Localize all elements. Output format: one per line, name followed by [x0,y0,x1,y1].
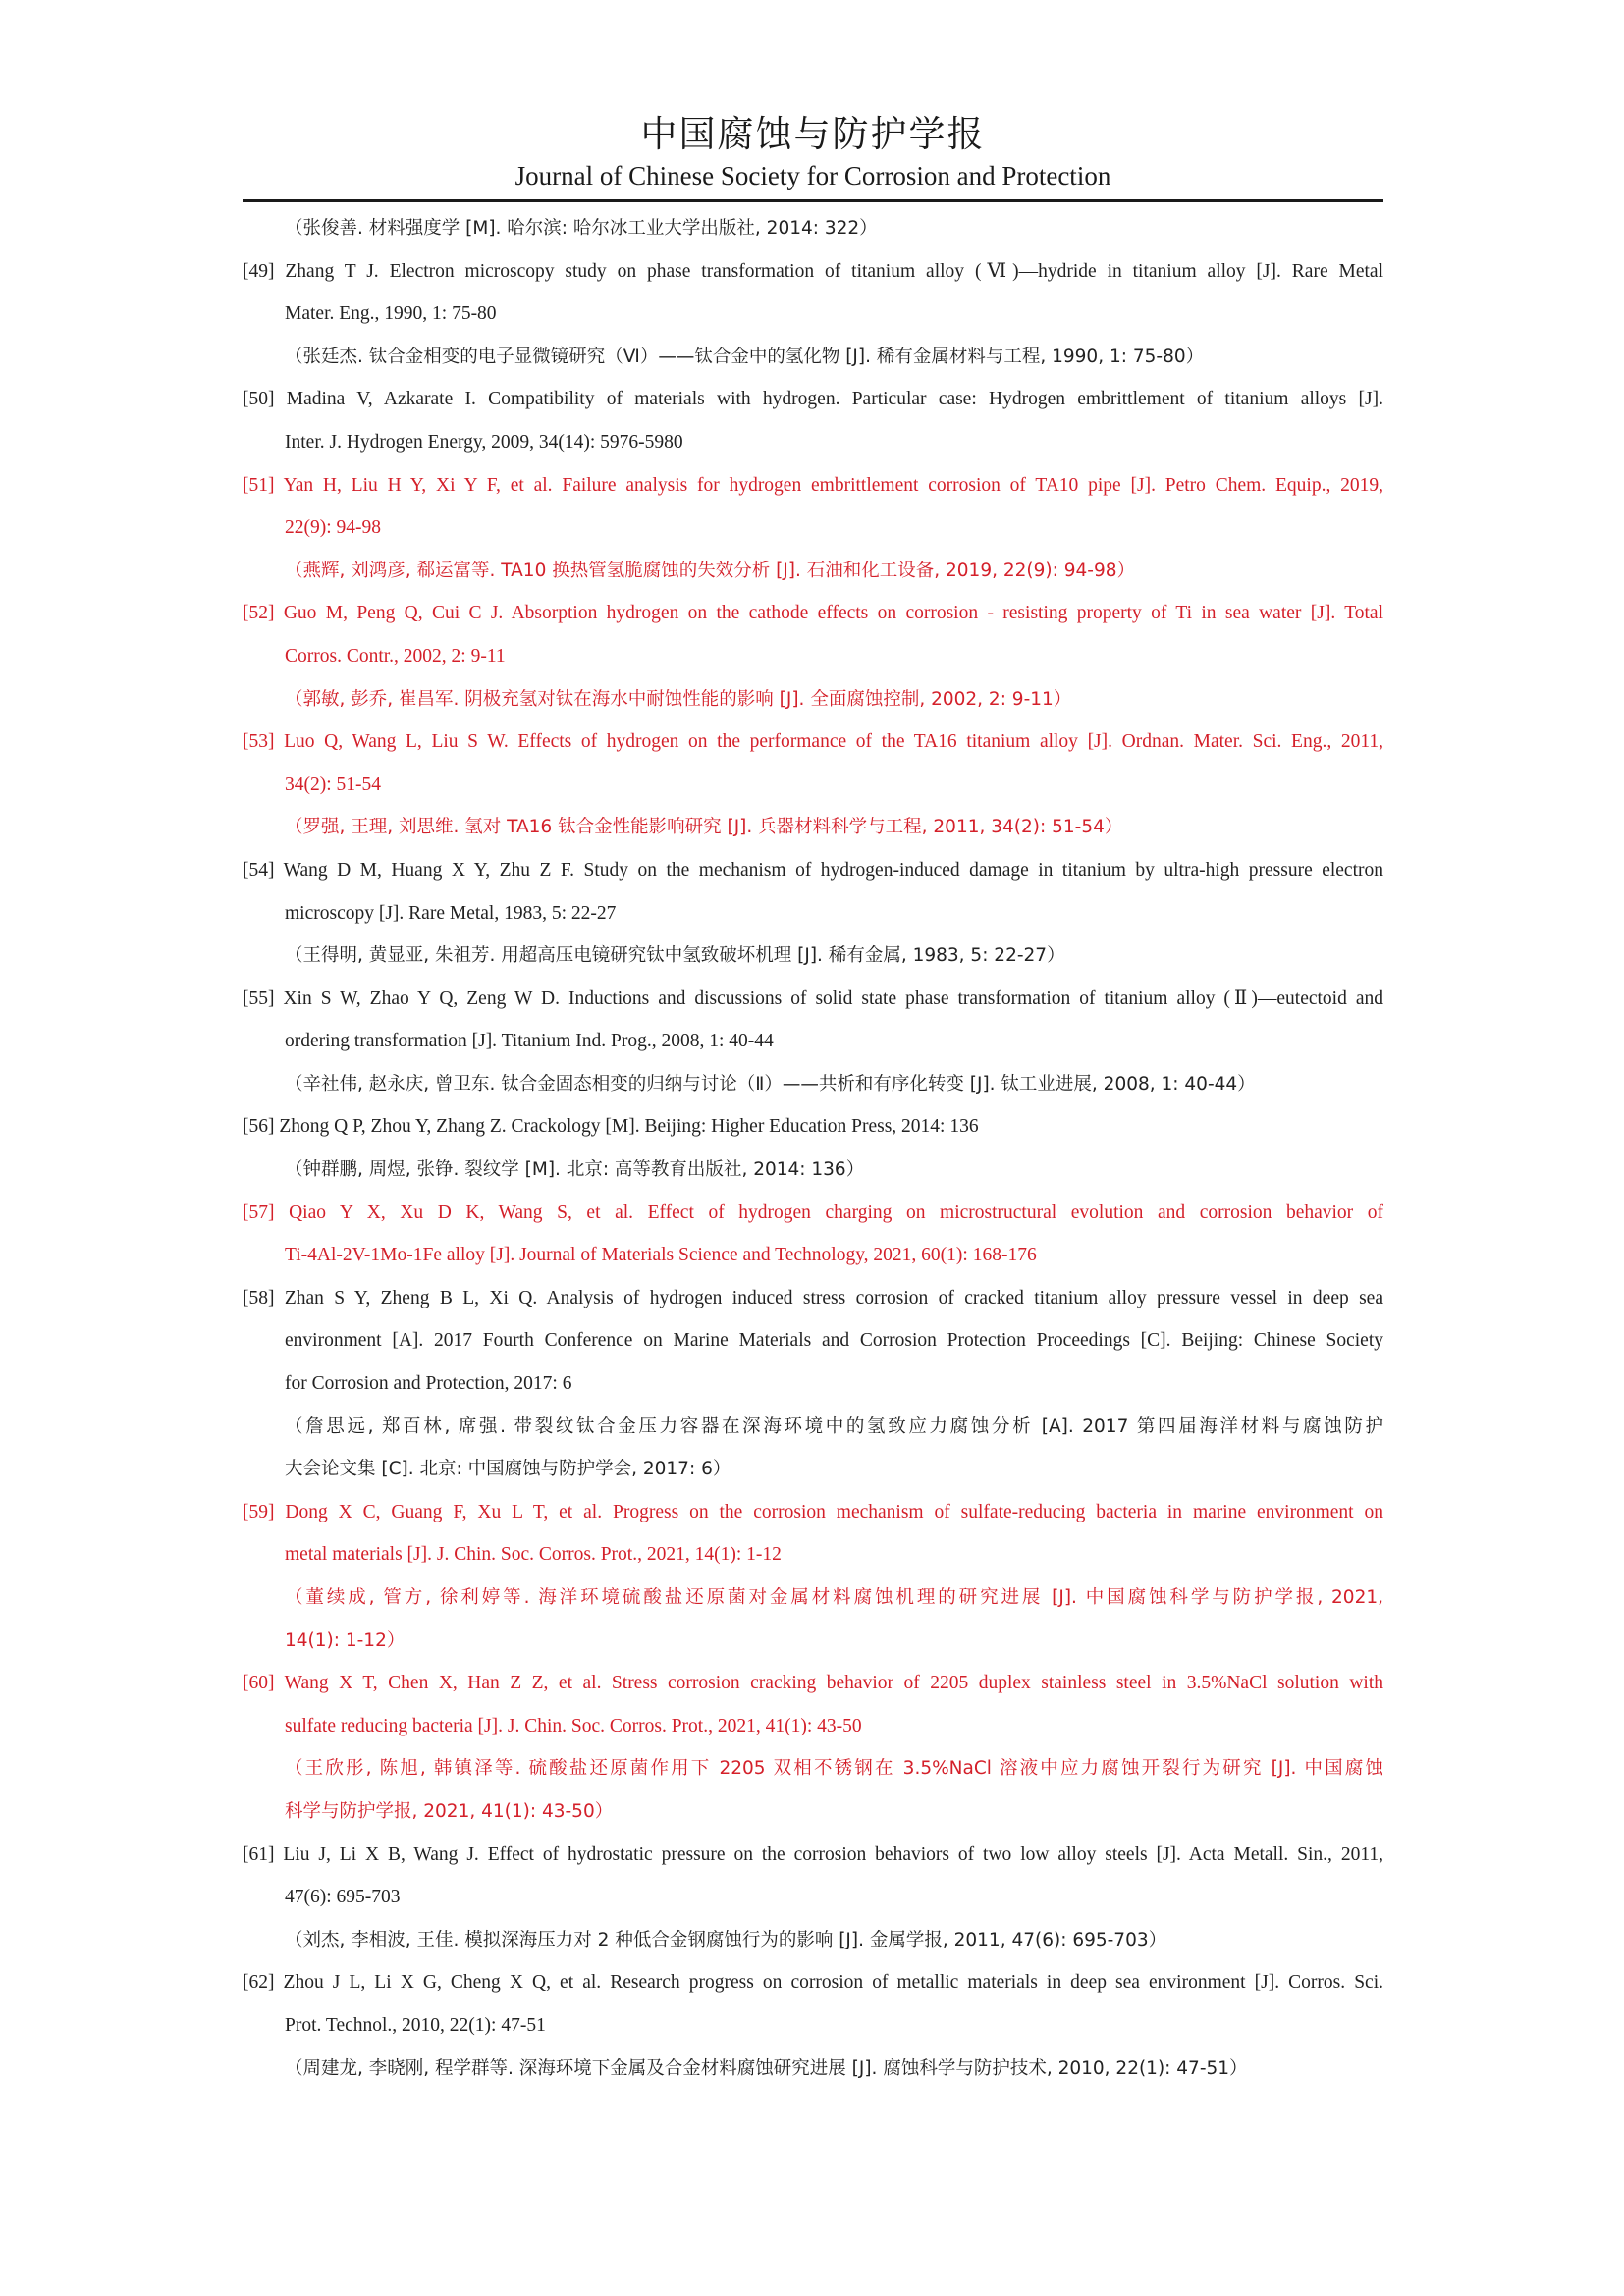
reference-continuation-line: 47(6): 695-703 [285,1887,401,1908]
reference-continuation-line: microscopy [J]. Rare Metal, 1983, 5: 22-27 [285,902,617,924]
reference-chinese-line: （周建龙, 李晓刚, 程学群等. 深海环境下金属及合金材料腐蚀研究进展 [J]. 腐蚀科学与防护技术, 2010, 22(1): 47-51） [285,2057,1248,2079]
reference-entry-start: [58] Zhan S Y, Zheng B L, Xi Q. Analysis of hydrogen induced stress corrosion of cracked titanium alloy pressure vessel in deep sea [243,1287,1383,1308]
reference-continuation-line: for Corrosion and Protection, 2017: 6 [285,1373,572,1395]
reference-entry-start: [53] Luo Q, Wang L, Liu S W. Effects of hydrogen on the performance of the TA16 titanium alloy [J]. Ordnan. Mater. Sci. Eng., 2011, [243,731,1383,753]
journal-header [243,110,1383,192]
reference-chinese-line: （燕辉, 刘鸿彦, 郗运富等. TA10 换热管氢脆腐蚀的失效分析 [J]. 石油和化工设备, 2019, 22(9): 94-98） [285,560,1135,581]
reference-chinese-line: 科学与防护学报, 2021, 41(1): 43-50） [285,1800,614,1822]
reference-chinese-line: （罗强, 王理, 刘思维. 氢对 TA16 钛合金性能影响研究 [J]. 兵器材料科学与工程, 2011, 34(2): 51-54） [285,817,1123,838]
reference-entry-start: [55] Xin S W, Zhao Y Q, Zeng W D. Inductions and discussions of solid state phase transformation of titanium alloy (Ⅱ)—eutectoid and [243,988,1383,1009]
reference-entry-start: [56] Zhong Q P, Zhou Y, Zhang Z. Crackology [M]. Beijing: Higher Education Press, 2014: 136 [243,1116,979,1138]
reference-list [243,207,1383,2090]
reference-continuation-line: 22(9): 94-98 [285,517,382,539]
reference-continuation-line: 34(2): 51-54 [285,774,382,795]
journal-title-chinese: 中国腐蚀与防护学报 [640,113,986,155]
reference-chinese-line: （王欣彤, 陈旭, 韩镇泽等. 硫酸盐还原菌作用下 2205 双相不锈钢在 3.5%NaCl 溶液中应力腐蚀开裂行为研究 [J]. 中国腐蚀 [285,1758,1383,1780]
header-divider [243,199,1383,202]
reference-entry-start: [57] Qiao Y X, Xu D K, Wang S, et al. Effect of hydrogen charging on microstructural evolution and corrosion behavior of [243,1201,1383,1223]
reference-entry-start: [61] Liu J, Li X B, Wang J. Effect of hydrostatic pressure on the corrosion behaviors of two low alloy steels [J]. Acta Metall. Sin., 2011, [243,1843,1383,1865]
reference-continuation-line: Corros. Contr., 2002, 2: 9-11 [285,645,506,667]
journal-title-english: Journal of Chinese Society for Corrosion and Protection [514,161,1111,190]
reference-chinese-line: （刘杰, 李相波, 王佳. 模拟深海压力对 2 种低合金钢腐蚀行为的影响 [J]. 金属学报, 2011, 47(6): 695-703） [285,1929,1167,1950]
reference-continuation-line: metal materials [J]. J. Chin. Soc. Corros. Prot., 2021, 14(1): 1-12 [285,1544,782,1566]
reference-continuation-line: environment [A]. 2017 Fourth Conference on Marine Materials and Corrosion Protection Proceedings [C]. Beijing: Chinese Society [285,1330,1383,1352]
reference-chinese-line: （辛社伟, 赵永庆, 曾卫东. 钛合金固态相变的归纳与讨论（Ⅱ）——共析和有序化转变 [J]. 钛工业进展, 2008, 1: 40-44） [285,1073,1256,1095]
reference-continuation-line: Ti-4Al-2V-1Mo-1Fe alloy [J]. Journal of Materials Science and Technology, 2021, 60(1): 168-176 [285,1245,1037,1266]
reference-entry-start: [52] Guo M, Peng Q, Cui C J. Absorption hydrogen on the cathode effects on corrosion - resisting property of Ti in sea water [J]. Total [243,603,1383,624]
reference-continuation-line: ordering transformation [J]. Titanium Ind. Prog., 2008, 1: 40-44 [285,1031,774,1052]
reference-continuation-line: Prot. Technol., 2010, 22(1): 47-51 [285,2014,546,2036]
reference-continuation-line: Mater. Eng., 1990, 1: 75-80 [285,303,497,325]
reference-chinese-line: （郭敏, 彭乔, 崔昌军. 阴极充氢对钛在海水中耐蚀性能的影响 [J]. 全面腐蚀控制, 2002, 2: 9-11） [285,688,1072,710]
reference-chinese-line: （张俊善. 材料强度学 [M]. 哈尔滨: 哈尔冰工业大学出版社, 2014: 322） [285,218,878,239]
reference-continuation-line: Inter. J. Hydrogen Energy, 2009, 34(14): 5976-5980 [285,431,683,453]
reference-continuation-line: sulfate reducing bacteria [J]. J. Chin. Soc. Corros. Prot., 2021, 41(1): 43-50 [285,1715,862,1736]
reference-chinese-line: （张廷杰. 钛合金相变的电子显微镜研究（Ⅵ）——钛合金中的氢化物 [J]. 稀有金属材料与工程, 1990, 1: 75-80） [285,346,1205,367]
reference-entry-start: [60] Wang X T, Chen X, Han Z Z, et al. Stress corrosion cracking behavior of 2205 duplex stainless steel in 3.5%NaCl solution with [243,1673,1383,1694]
reference-entry-start: [51] Yan H, Liu H Y, Xi Y F, et al. Failure analysis for hydrogen embrittlement corrosion of TA10 pipe [J]. Petro Chem. Equip., 2019, [243,474,1383,496]
reference-chinese-line: 大会论文集 [C]. 北京: 中国腐蚀与防护学会, 2017: 6） [285,1459,731,1480]
reference-chinese-line: （詹思远, 郑百林, 席强. 带裂纹钛合金压力容器在深海环境中的氢致应力腐蚀分析 [A]. 2017 第四届海洋材料与腐蚀防护 [285,1415,1383,1437]
reference-entry-start: [59] Dong X C, Guang F, Xu L T, et al. Progress on the corrosion mechanism of sulfate-reducing bacteria in marine environment on [243,1501,1383,1522]
reference-chinese-line: （董续成, 管方, 徐利婷等. 海洋环境硫酸盐还原菌对金属材料腐蚀机理的研究进展 [J]. 中国腐蚀科学与防护学报, 2021, [285,1587,1383,1608]
reference-entry-start: [62] Zhou J L, Li X G, Cheng X Q, et al. Research progress on corrosion of metallic materials in deep sea environment [J]. Corros. Sci. [243,1972,1383,1994]
reference-chinese-line: （王得明, 黄显亚, 朱祖芳. 用超高压电镜研究钛中氢致破坏机理 [J]. 稀有金属, 1983, 5: 22-27） [285,945,1065,967]
reference-entry-start: [54] Wang D M, Huang X Y, Zhu Z F. Study on the mechanism of hydrogen-induced damage in titanium by ultra-high pressure electron [243,859,1383,881]
reference-entry-start: [49] Zhang T J. Electron microscopy study on phase transformation of titanium alloy (Ⅵ)—hydride in titanium alloy [J]. Rare Metal [243,260,1383,282]
reference-entry-start: [50] Madina V, Azkarate I. Compatibility of materials with hydrogen. Particular case: Hydrogen embrittlement of titanium alloys [J]. [243,389,1383,410]
reference-chinese-line: （钟群鹏, 周煜, 张铮. 裂纹学 [M]. 北京: 高等教育出版社, 2014: 136） [285,1159,865,1181]
reference-chinese-line: 14(1): 1-12） [285,1629,406,1651]
